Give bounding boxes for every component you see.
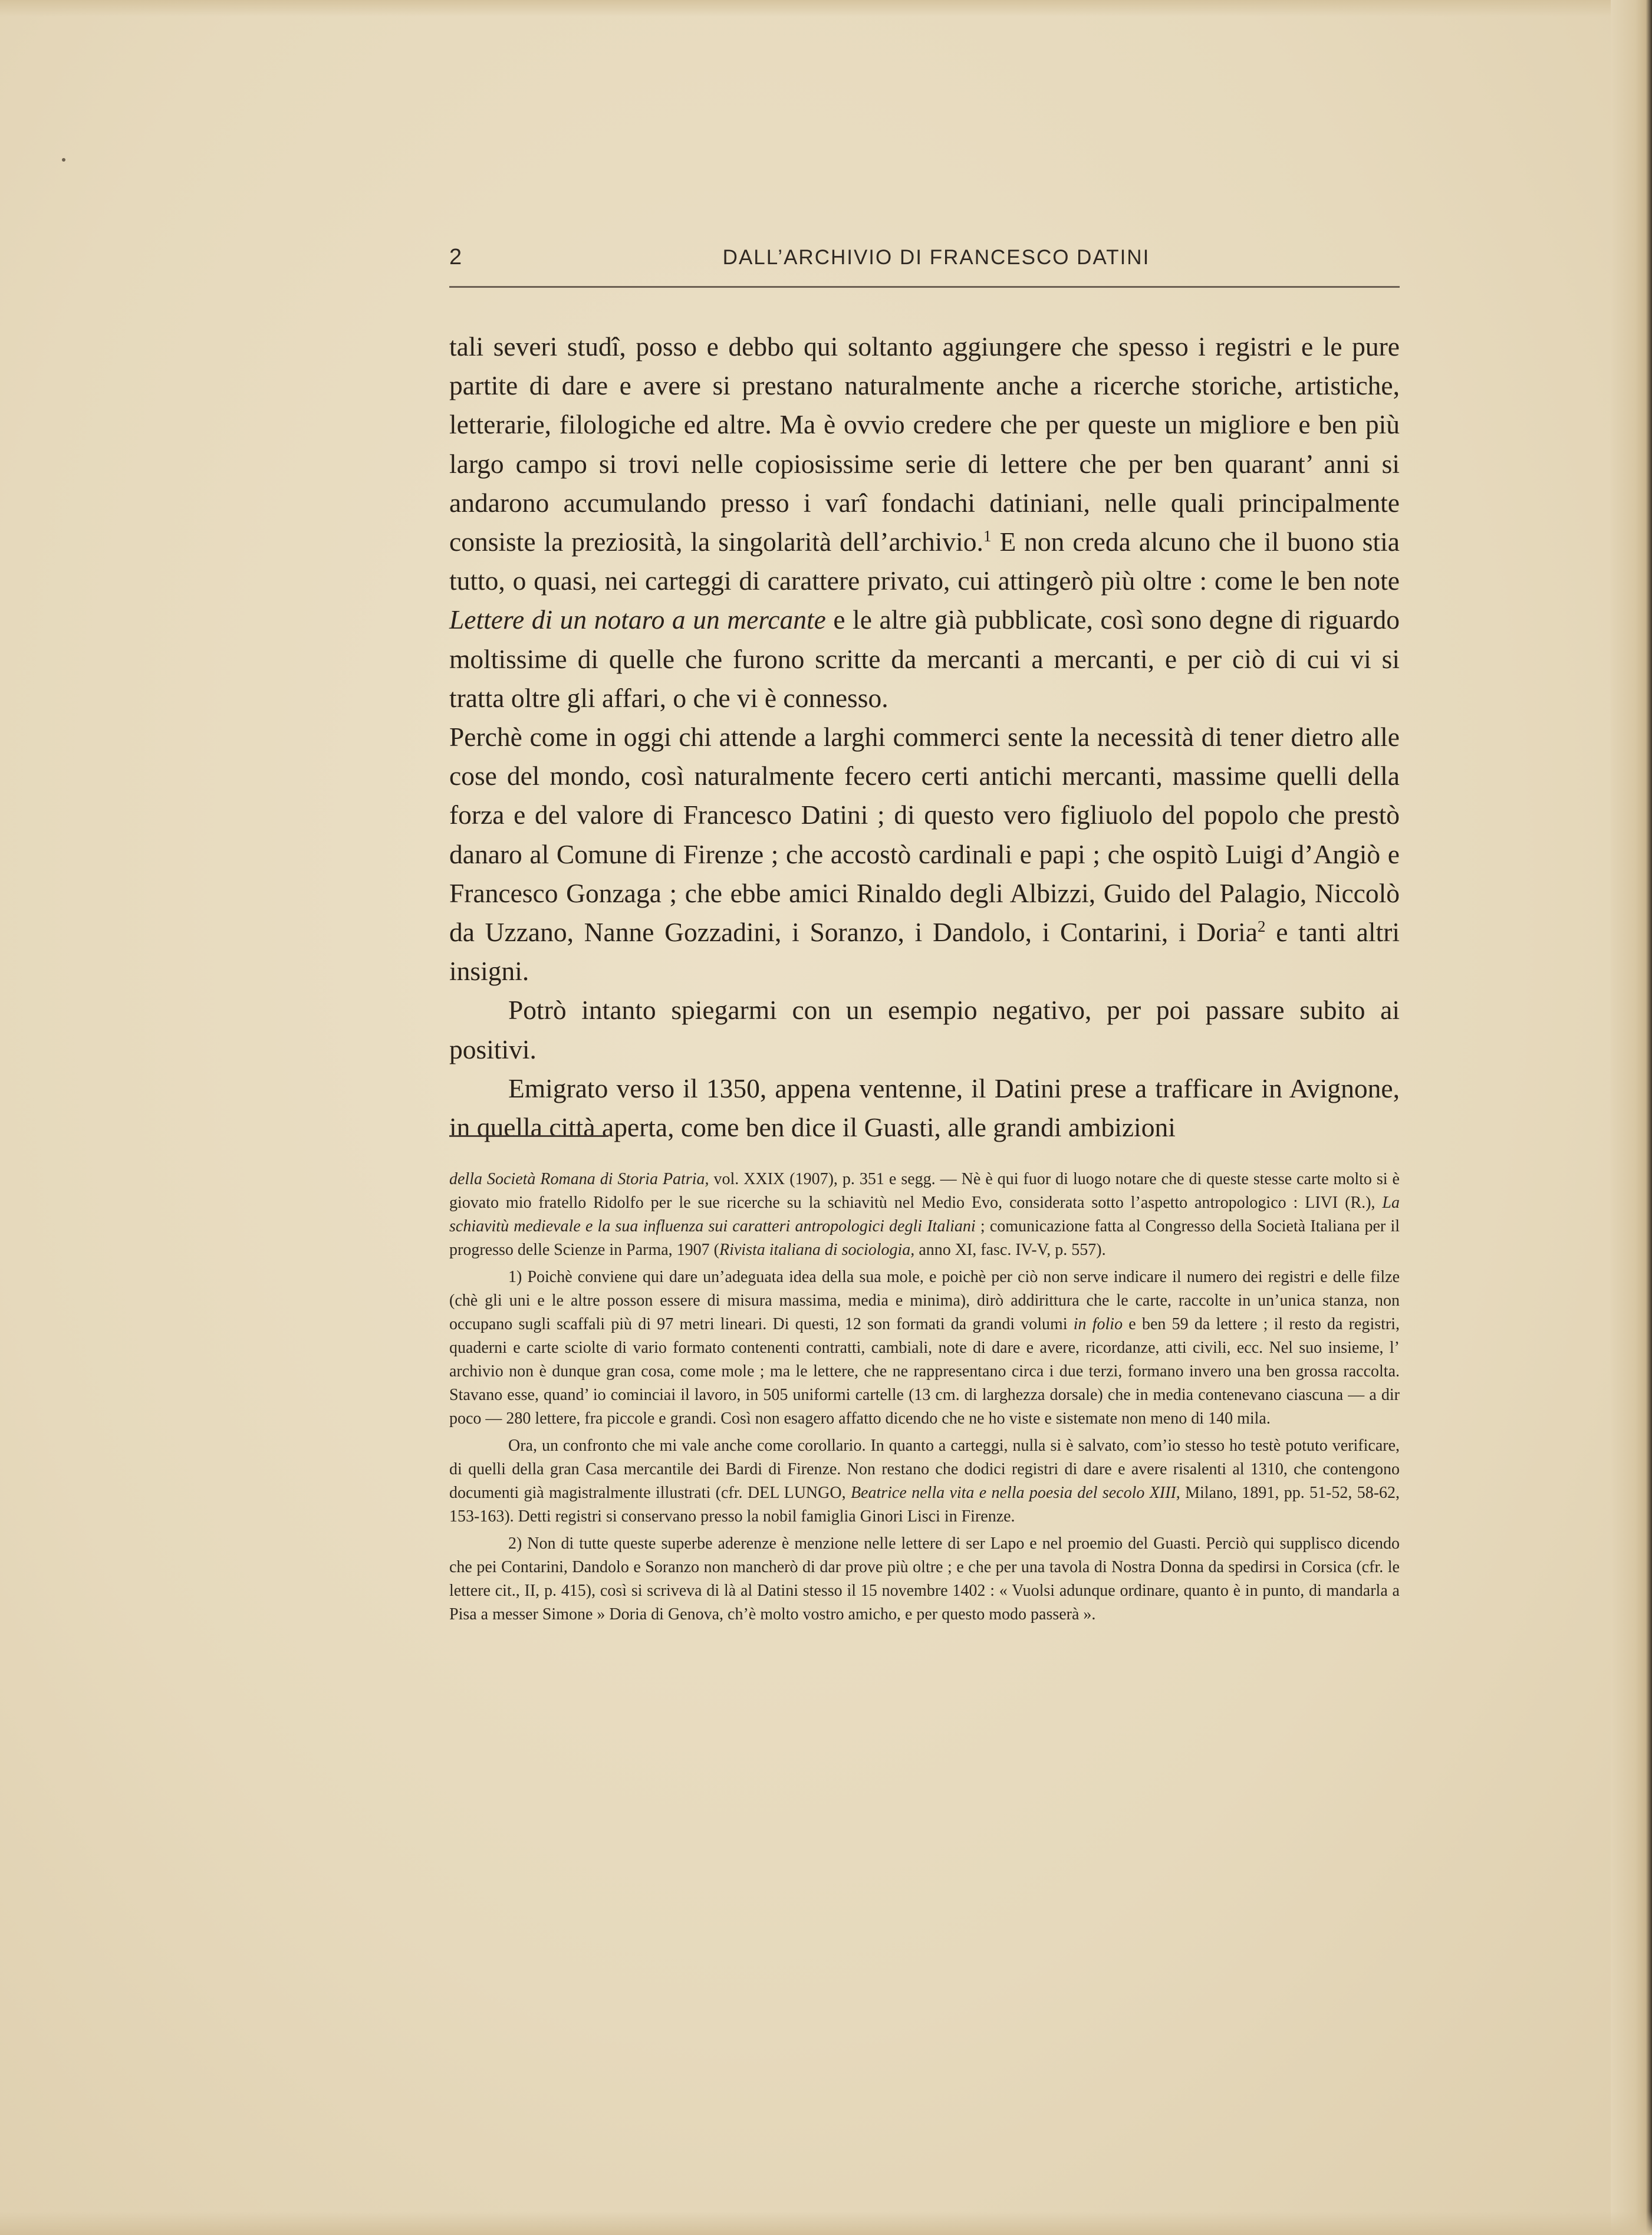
footnote-1 <box>449 1266 1400 1431</box>
italic-run: Rivista italiana di sociologia, <box>719 1241 915 1259</box>
footnote-ref-2: 2 <box>1257 917 1266 935</box>
page-edge-top <box>0 0 1652 17</box>
text-run: Ora, un confronto che mi vale anche come corollario. In quanto a carteggi, nulla si è salvato, com’io stesso ho testè potuto verificare, di quelli della gran Casa mercantile dei Bardi di Firenze. Non restano che dodici registri di dare e avere risalenti al 1310, che contengono documenti già magistralmente illustrati (cfr. DEL LUNGO, <box>449 1437 1400 1502</box>
running-header <box>449 239 1400 288</box>
text-run: Milano, 1891, pp. 51-52, 58-62, 153-163). Detti registri si conservano presso la nobil famiglia Ginori Lisci in Firenze. <box>449 1484 1400 1526</box>
paragraph-1 <box>449 327 1400 718</box>
text-run: e le altre già pubblicate, così sono degne di riguardo moltissime di quelle che furono scritte da mercanti a mercanti, e per ciò di cui vi si tratta oltre gli affari, o che vi è connesso. <box>449 604 1400 713</box>
italic-run: Beatrice nella vita e nella poesia del secolo XIII, <box>850 1484 1180 1502</box>
italic-title: Lettere di un notaro a un mercante <box>449 604 826 635</box>
footnote-divider <box>449 1135 608 1137</box>
footnote-1-continued <box>449 1434 1400 1529</box>
running-title: DALL’ARCHIVIO DI FRANCESCO DATINI <box>722 246 1150 269</box>
text-run: anno XI, fasc. IV-V, p. 557). <box>914 1241 1106 1259</box>
italic-run: in folio <box>1073 1315 1123 1333</box>
paper-speck <box>62 158 65 162</box>
page-number: 2 <box>449 245 462 269</box>
text-run: e ben 59 da lettere ; il resto da registri, quaderni e carte sciolte di vario formato contenenti contratti, cambiali, note di dare e avere, ricordanze, atti civili, ecc. Nel suo insieme, l’ archivio non è dunque gran cosa, come mole ; ma le lettere, che ne rappresentano circa i due terzi, formano invero una ben grossa raccolta. Stavano esse, quand’ io cominciai il lavoro, in 505 uniformi cartelle (13 cm. di larghezza dorsale) che in media contenevano ciascuna — a dir poco — 280 lettere, fra piccole e grandi. Così non esagero affatto dicendo che ne ho viste e sistemate non meno di 140 mila. <box>449 1315 1400 1428</box>
italic-run: La schiavitù medievale e la sua influenza sui caratteri antropologici degli Italiani <box>449 1194 1400 1235</box>
text-run: ; comunicazione fatta al Congresso della Società Italiana per il progresso delle Scienze in Parma, 1907 ( <box>449 1217 1400 1259</box>
text-run: tali severi studî, posso e debbo qui soltanto aggiungere che spesso i registri e le pure partite di dare e avere si prestano naturalmente anche a ricerche storiche, artistiche, letterarie, filologiche ed altre. Ma è ovvio credere che per queste un migliore e ben più largo campo si trovi nelle copiosissime serie di lettere che per ben quarant’ anni si andarono accumulando presso i varî fondachi datiniani, nelle quali principalmente consiste la preziosità, la singolarità dell’archivio. <box>449 331 1400 557</box>
footnote-ref-1: 1 <box>983 527 992 545</box>
italic-run: della Società Romana di Storia Patria, <box>449 1170 709 1188</box>
page-edge-right <box>1611 0 1652 2235</box>
paragraph-2: Potrò intanto spiegarmi con un esempio negativo, per poi passare subito ai positivi. <box>449 995 1400 1064</box>
footnotes <box>449 1168 1400 1630</box>
page-edge-bottom <box>0 2211 1652 2235</box>
text-run: E non creda alcuno che il buono stia tutto, o quasi, nei carteggi di carattere privato, cui attingerò più oltre : come le ben note <box>449 527 1400 596</box>
text-run: e tanti altri insigni. <box>449 917 1400 987</box>
main-text <box>449 327 1400 1147</box>
text-run: Perchè come in oggi chi attende a larghi commerci sente la necessità di tener dietro alle cose del mondo, così naturalmente fecero certi antichi mercanti, massime quelli della forza e del valore di Francesco Datini ; di questo vero figliuolo del popolo che prestò danaro al Comune di Firenze ; che accostò cardinali e papi ; che ospitò Luigi d’Angiò e Francesco Gonzaga ; che ebbe amici Rinaldo degli Albizzi, Guido del Palagio, Niccolò da Uzzano, Nanne Gozzadini, i Soranzo, i Dandolo, i Contarini, i Doria <box>449 722 1400 948</box>
text-run: 1) Poichè conviene qui dare un’adeguata idea della sua mole, e poichè per ciò non serve indicare il numero dei registri e delle filze (chè gli uni e le altre posson essere di misura massima, media e minima), dirò addirittura che le carte, raccolte in un’unica stanza, non occupano sugli scaffali più di 97 metri lineari. Di questi, 12 son formati da grandi volumi <box>449 1268 1400 1333</box>
paragraph-3: Emigrato verso il 1350, appena ventenne, il Datini prese a trafficare in Avignone, in quella città aperta, come ben dice il Guasti, alle grandi ambizioni <box>449 1073 1400 1143</box>
footnote-2: 2) Non di tutte queste superbe aderenze è menzione nelle lettere di ser Lapo e nel proemio del Guasti. Perciò qui supplisco dicendo che pei Contarini, Dandolo e Soranzo non mancherò di dar prove più oltre ; e che per una tavola di Nostra Donna da spedirsi in Corsica (cfr. le lettere cit., II, p. 415), così si scriveva di là al Datini stesso il 15 novembre 1402 : « Vuolsi adunque ordinare, quanto è in punto, di mandarla a Pisa a messer Simone » Doria di Genova, ch’è molto vostro amicho, e per questo modo passerà ». <box>449 1534 1400 1623</box>
footnote-continuation <box>449 1168 1400 1262</box>
text-run: vol. XXIX (1907), p. 351 e segg. — Nè è qui fuor di luogo notare che di queste stesse carte molto si è giovato mio fratello Ridolfo per le sue ricerche su la schiavitù nel Medio Evo, considerata sotto l’aspetto antropologico : LIVI (R.), <box>449 1170 1400 1212</box>
paragraph-1b <box>449 718 1400 991</box>
